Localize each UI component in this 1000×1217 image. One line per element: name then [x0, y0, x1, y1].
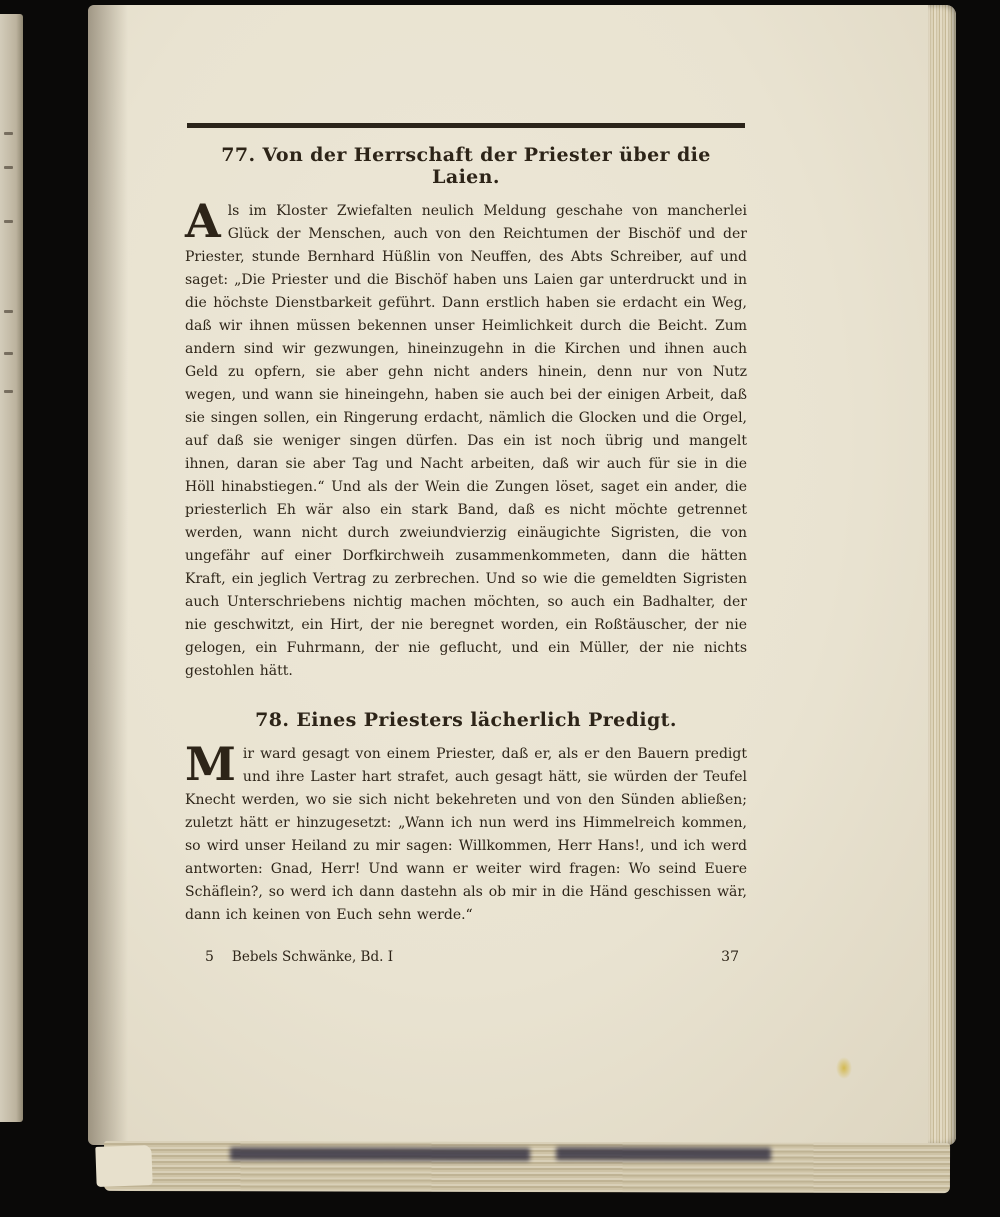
- sheet-signature: 5: [205, 949, 214, 965]
- header-rule: [187, 123, 745, 128]
- section-body-78: Mir ward gesagt von einem Priester, daß er, als er den Bauern predigt und ihre Laster hart strafet, auch gesagt hätt, sie würden der Teufel Knecht werden, wo sie sich nicht bekehreten und von den Sünden abließen; zuletzt hätt er hinzugesetzt: „Wann ich nun werd ins Himmelreich kommen, so wird unser Heiland zu mir sagen: Willkommen, Herr Hans!, und ich werd antworten: Gnad, Herr! Und wann er weiter wird fragen: Wo seind Euere Schäflein?, so werd ich dann dastehn als ob mir in die Händ geschissen wär, dann ich keinen von Euch sehn werde.“: [185, 737, 747, 923]
- section-body-77: Als im Kloster Zwiefalten neulich Meldung geschahe von mancherlei Glück der Menschen, auch von den Reichtumen der Bischöf und der Priester, stunde Bernhard Hüßlin von Neuffen, des Abts Schreiber, auf und saget: „Die Priester und die Bischöf haben uns Laien gar unterdruckt und in die höchste Dienstbarkeit geführt. Dann erstlich haben sie erdacht ein Weg, daß wir ihnen müssen bekennen unser Heimlichkeit durch die Beicht. Zum andern sind wir gezwungen, hineinzugehn in die Kirchen und ihnen auch Geld zu opfern, sie aber gehn nicht anders hinein, denn nur von Nutz wegen, und wann sie hineingehn, haben sie auch bei der einigen Arbeit, daß sie singen sollen, ein Ringerung erdacht, nämlich die Glocken und die Orgel, auf daß sie weniger singen dürfen. Das ein ist noch übrig und mangelt ihnen, daran sie aber Tag und Nacht arbeiten, daß wir auch für sie in die Höll hinabstiegen.“ Und als der Wein die Zungen löset, saget ein ander, die priesterlich Eh wär also ein stark Band, daß es nicht möchte getrennet werden, wann nicht durch zweiundvierzig einäugichte Sigristen, die von ungefähr auf einer Dorfkirchweih zusammenkommeten, dann die hätten Kraft, ein jeglich Vertrag zu zerbrechen. Und so wie die gemeldten Sigristen auch Unterschriebens nichtig machen möchten, so auch ein Badhalter, der nie geschwitzt, ein Hirt, der nie beregnet worden, ein Roßtäuscher, der nie gelogen, ein Fuhrmann, der nie geflucht, und ein Müller, der nie nichts gestohlen hätt.: [185, 194, 747, 679]
- section-heading-77: 77. Von der Herrschaft der Priester über die Laien.: [221, 144, 711, 188]
- gutter-shadow: [88, 5, 128, 1145]
- adjacent-page-mark: [4, 166, 13, 169]
- show-through-text-smudge: [230, 1147, 530, 1161]
- book-page: [88, 5, 956, 1145]
- adjacent-page-mark: [4, 220, 13, 223]
- page-stack-fore-edge: [928, 5, 956, 1145]
- page-corner-leaf: [95, 1145, 152, 1187]
- page-footer: [185, 949, 747, 965]
- page-stack-bottom-edge: [104, 1141, 950, 1193]
- adjacent-page-mark: [4, 310, 13, 313]
- book-title: Bebels Schwänke, Bd. I: [231, 949, 394, 965]
- adjacent-page-mark: [4, 390, 13, 393]
- page-number: 37: [721, 949, 739, 965]
- adjacent-page-sliver: [0, 14, 23, 1122]
- foxing-spot: [836, 1057, 852, 1079]
- adjacent-page-mark: [4, 132, 13, 135]
- show-through-text-smudge: [556, 1147, 771, 1161]
- adjacent-page-mark: [4, 352, 13, 355]
- page-content: [185, 123, 747, 965]
- section-heading-78: 78. Eines Priesters lächerlich Predigt.: [255, 709, 677, 731]
